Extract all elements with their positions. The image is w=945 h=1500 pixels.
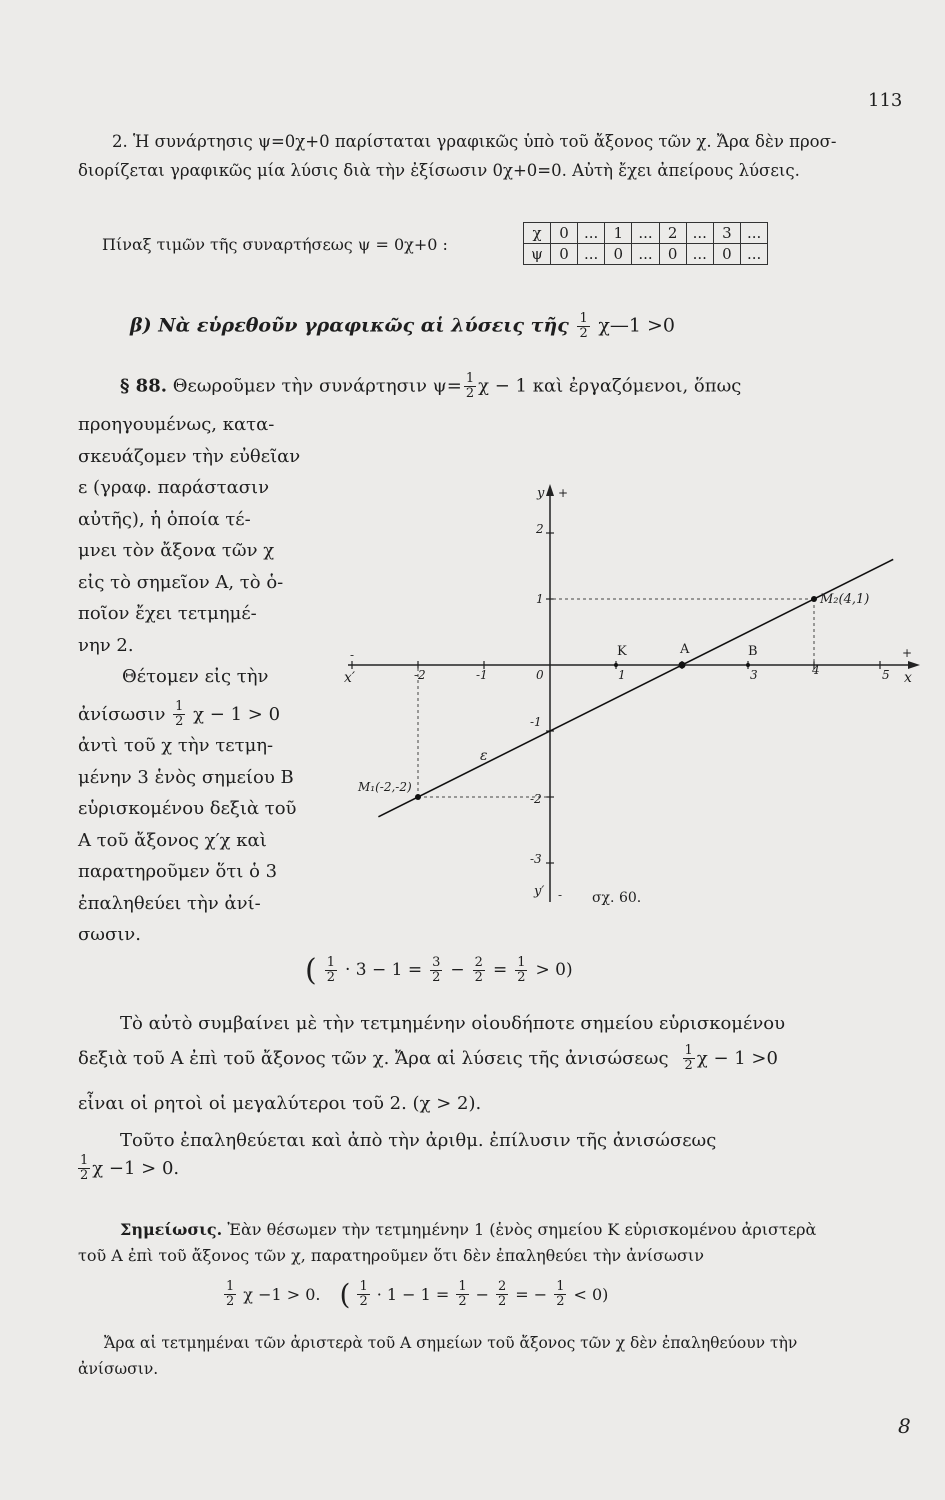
section-intro-text: Θεωροῦμεν τὴν συνάρτησιν ψ= <box>172 375 462 397</box>
table-cell: 1 <box>605 223 632 244</box>
text-line <box>78 699 300 731</box>
heading-b-prefix: β) Νὰ εὑρεθοῦν γραφικῶς αἱ λύσεις τῆς <box>130 314 569 337</box>
fraction-denominator: 2 <box>684 1058 693 1073</box>
text-line: σκευάζομεν τὴν εὐθεῖαν <box>78 445 301 467</box>
table-cell: ... <box>686 244 713 265</box>
para4-line2-suffix: χ −1 > 0. <box>92 1158 180 1179</box>
graph-svg <box>330 470 930 920</box>
fraction-numerator: 1 <box>359 1279 368 1294</box>
section-intro-fraction <box>464 372 476 401</box>
point-a-label: A <box>680 642 690 657</box>
text-line: αὐτῆς), ἡ ὁποία τέ- <box>78 508 251 530</box>
table-cell: ... <box>632 244 659 265</box>
fraction-denominator: 2 <box>458 1294 467 1309</box>
text-line: νην 2. <box>78 634 134 656</box>
note-text: Ἐὰν θέσωμεν τὴν τετμημένην 1 (ἑνὸς σημείου Κ εὑρισκομένου ἀριστερὰ <box>227 1220 817 1239</box>
point-a <box>679 662 686 669</box>
fraction-denominator: 2 <box>465 386 475 401</box>
x-tick-label: -2 <box>414 668 426 682</box>
y-top-sign: + <box>558 486 569 500</box>
fraction-numerator: 2 <box>498 1279 507 1294</box>
text-line: ποῖον ἔχει τετμημέ- <box>78 603 257 624</box>
fraction-numerator: 1 <box>517 955 526 970</box>
v2-frac <box>554 1280 566 1309</box>
origin-label: 0 <box>536 668 544 682</box>
text-line: εἰς τὸ σημεῖον Α, τὸ ὁ- <box>78 571 284 593</box>
paren-open: ( <box>339 1278 351 1311</box>
fraction-denominator: 2 <box>498 1294 507 1309</box>
para3-line3: εἶναι οἱ ρητοὶ οἱ μεγαλύτεροι τοῦ 2. (χ > 2). <box>78 1093 482 1114</box>
verification-2 <box>222 1278 608 1311</box>
fraction-numerator: 3 <box>432 955 441 970</box>
y-arrow-icon <box>546 484 554 496</box>
conclusion-line1: Ἄρα αἱ τετμημέναι τῶν ἀριστερὰ τοῦ Α σημείων τοῦ ἄξονος τῶν χ δὲν ἐπαληθεύουν τὴν <box>104 1334 798 1352</box>
table-cell: 0 <box>605 244 632 265</box>
section-intro-tail: χ − 1 καὶ ἐργαζόμενοι, ὅπως <box>478 375 742 397</box>
section-number: § 88. <box>120 375 167 397</box>
fraction-denominator: 2 <box>432 970 441 985</box>
x-tick-label: -1 <box>476 668 488 682</box>
table-cell: ... <box>632 223 659 244</box>
point-k-label: K <box>617 644 627 659</box>
v2-mid: · 1 − 1 = <box>376 1285 450 1304</box>
y-top-label: y <box>537 486 545 501</box>
heading-b <box>130 312 675 341</box>
fraction-numerator: 1 <box>175 699 184 714</box>
fraction-denominator: 2 <box>579 326 588 341</box>
v1-frac <box>325 956 337 985</box>
x-tick-label: 5 <box>882 668 890 682</box>
text-line: προηγουμένως, κατα- <box>78 414 275 435</box>
x-left-sign: - <box>350 648 355 662</box>
text-line: ἐπαληθεύει τὴν ἀνί- <box>78 892 261 914</box>
fraction-denominator: 2 <box>80 1168 89 1183</box>
fraction-denominator: 2 <box>226 1294 235 1309</box>
y-tick-label: 1 <box>536 592 544 606</box>
point-b <box>746 663 750 667</box>
heading-b-suffix: χ—1 >0 <box>598 314 675 337</box>
table-cell: ... <box>686 223 713 244</box>
figure-caption: σχ. 60. <box>592 890 642 906</box>
ineq-suffix: χ − 1 > 0 <box>193 703 281 725</box>
item2-line2: διορίζεται γραφικῶς μία λύσις διὰ τὴν ἐξίσωσιν 0χ+0=0. Αὐτὴ ἔχει ἀπείρους λύσεις. <box>78 161 800 180</box>
fraction-denominator: 2 <box>326 970 335 985</box>
table-cell: 0 <box>713 244 740 265</box>
table-cell: 0 <box>551 223 578 244</box>
table-row-y <box>524 244 768 265</box>
table-cell: ... <box>578 223 605 244</box>
fraction-denominator: 2 <box>556 1294 565 1309</box>
fraction-numerator: 1 <box>226 1279 235 1294</box>
note-title: Σημείωσις. <box>120 1220 223 1239</box>
x-left-label: x′ <box>344 670 356 686</box>
x-tick-label: 3 <box>750 668 758 682</box>
para4-line2 <box>76 1154 179 1183</box>
fraction-numerator: 1 <box>556 1279 565 1294</box>
fraction-numerator: 1 <box>465 371 475 386</box>
text-line: μένην 3 ἑνὸς σημείου Β <box>78 766 294 788</box>
graph <box>330 470 930 920</box>
para3-line2-suffix: χ − 1 >0 <box>696 1048 778 1069</box>
table-cell: ... <box>740 244 767 265</box>
note-line2: τοῦ Α ἐπὶ τοῦ ἄξονος τῶν χ, παρατηροῦμεν ὅτι δὲν ἐπαληθεύει τὴν ἀνίσωσιν <box>78 1246 704 1265</box>
fraction-numerator: 1 <box>684 1043 693 1058</box>
item2-line1: 2. Ἡ συνάρτησις ψ=0χ+0 παρίσταται γραφικῶς ὑπὸ τοῦ ἄξονος τῶν χ. Ἄρα δὲν προσ- <box>112 132 837 151</box>
para4-fraction <box>78 1154 90 1183</box>
v2-ineq: χ −1 > 0. <box>243 1285 321 1304</box>
fraction-denominator: 2 <box>517 970 526 985</box>
y-tick-label: 2 <box>536 522 544 536</box>
conclusion-line2: ἀνίσωσιν. <box>78 1360 159 1378</box>
x-right-label: x <box>904 670 912 686</box>
text-line: μνει τὸν ἄξονα τῶν χ <box>78 540 275 561</box>
v2-minus: − <box>475 1285 490 1304</box>
x-tick-label: 4 <box>812 663 820 677</box>
point-m2 <box>811 596 817 602</box>
v1-frac <box>430 956 442 985</box>
y-tick-label: -3 <box>530 852 542 866</box>
y-bottom-sign: - <box>558 888 563 902</box>
table-cell: 3 <box>713 223 740 244</box>
fraction-numerator: 1 <box>80 1153 89 1168</box>
v2-tail: < 0) <box>573 1285 609 1304</box>
graph-dynamic <box>352 533 893 863</box>
line-epsilon-label: ε <box>480 748 488 764</box>
x-right-sign: + <box>902 646 913 660</box>
point-k <box>614 663 618 667</box>
text-line: εὑρισκομένου δεξιὰ τοῦ <box>78 798 297 819</box>
section-intro <box>120 372 741 401</box>
table-cell: ... <box>578 244 605 265</box>
fraction-numerator: 2 <box>474 955 483 970</box>
fraction-numerator: 1 <box>458 1279 467 1294</box>
page-number: 113 <box>868 90 903 111</box>
y-tick-label: -2 <box>530 792 542 806</box>
text-line: ἀντὶ τοῦ χ τὴν τετμη- <box>78 735 274 756</box>
x-tick-label: 1 <box>618 668 626 682</box>
table-cell: 0 <box>659 244 686 265</box>
point-m1 <box>415 794 421 800</box>
v1-minus: − <box>450 960 465 980</box>
table-cell: ψ <box>524 244 551 265</box>
ineq-prefix: ἀνίσωσιν <box>78 703 166 725</box>
text-line: ε (γραφ. παράστασιν <box>78 477 270 498</box>
note-line1 <box>120 1220 816 1239</box>
fraction-denominator: 2 <box>474 970 483 985</box>
y-bottom-label: y′ <box>534 884 545 899</box>
v1-frac <box>515 956 527 985</box>
v1-eq: = <box>492 960 508 980</box>
values-table <box>523 222 768 265</box>
text-line: Θέτομεν εἰς τὴν <box>122 666 269 687</box>
v1-frac <box>473 956 485 985</box>
table-label: Πίναξ τιμῶν τῆς συναρτήσεως ψ = 0χ+0 : <box>102 235 448 254</box>
para3-line1: Τὸ αὐτὸ συμβαίνει μὲ τὴν τετμημένην οἱουδήποτε σημείου εὑρισκομένου <box>120 1013 786 1034</box>
point-b-label: B <box>748 644 758 659</box>
text-line: Α τοῦ ἄξονος χ′χ καὶ <box>78 829 267 851</box>
fraction-numerator: 1 <box>579 311 588 326</box>
para3-fraction <box>683 1044 695 1073</box>
fraction-numerator: 1 <box>326 955 335 970</box>
para3-line2 <box>78 1044 778 1073</box>
verification-1 <box>305 953 573 988</box>
signature-mark: 8 <box>898 1414 911 1438</box>
para3-line2-prefix: δεξιὰ τοῦ Α ἐπὶ τοῦ ἄξονος τῶν χ. Ἄρα αἱ λύσεις τῆς ἀνισώσεως <box>78 1048 669 1069</box>
fraction-denominator: 2 <box>359 1294 368 1309</box>
text-line: σωσιν. <box>78 924 141 945</box>
text-line: παρατηροῦμεν ὅτι ὁ 3 <box>78 861 278 882</box>
table-cell: χ <box>524 223 551 244</box>
heading-b-fraction <box>577 312 589 341</box>
v2-frac <box>496 1280 508 1309</box>
v2-eq: = − <box>515 1285 548 1304</box>
table-cell: ... <box>740 223 767 244</box>
x-arrow-icon <box>908 661 920 669</box>
v2-frac <box>224 1280 236 1309</box>
v1-tail: > 0) <box>535 960 573 980</box>
m1-label: M₁(-2,-2) <box>358 780 412 794</box>
table-cell: 0 <box>551 244 578 265</box>
v2-frac <box>357 1280 369 1309</box>
v1-mid: · 3 − 1 = <box>345 960 423 980</box>
v2-frac <box>456 1280 468 1309</box>
para4-line1: Τοῦτο ἐπαληθεύεται καὶ ἀπὸ τὴν ἀριθμ. ἐπίλυσιν τῆς ἀνισώσεως <box>120 1130 717 1151</box>
fraction-denominator: 2 <box>175 714 184 729</box>
ineq-fraction <box>173 700 185 729</box>
left-column <box>78 409 300 951</box>
y-tick-label: -1 <box>530 715 542 729</box>
table-cell: 2 <box>659 223 686 244</box>
paren-open: ( <box>305 953 317 988</box>
table-row-x <box>524 223 768 244</box>
m2-label: M₂(4,1) <box>820 592 870 607</box>
